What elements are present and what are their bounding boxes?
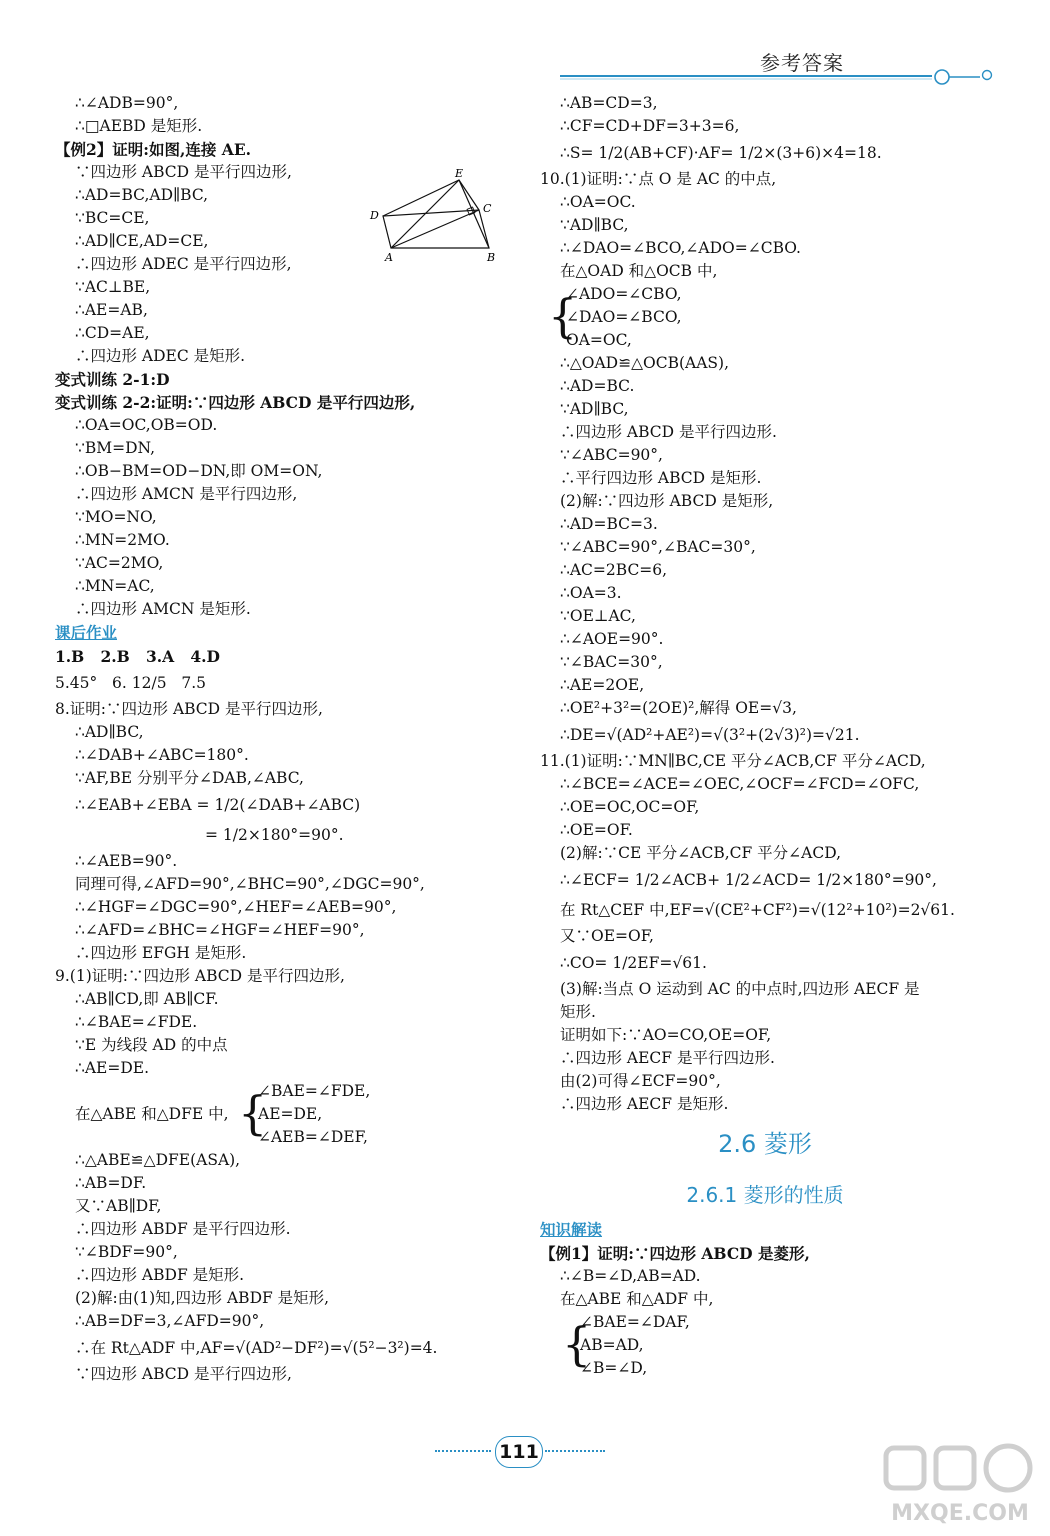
text-line: ∴OE²+3²=(2OE)²,解得 OE=√3, bbox=[560, 699, 797, 717]
text-line: ∴∠AFD=∠BHC=∠HGF=∠HEF=90°, bbox=[75, 921, 365, 939]
text-line: ∴DE=√(AD²+AE²)=√(3²+(2√3)²)=√21. bbox=[560, 726, 860, 744]
text-line: ∴OE=OC,OC=OF, bbox=[560, 798, 700, 816]
text-line: ∴AE=DE. bbox=[75, 1059, 150, 1077]
text-line: ∴AB=DF=3,∠AFD=90°, bbox=[75, 1312, 265, 1330]
text-line: ∴S= 1/2(AB+CF)·AF= 1/2×(3+6)×4=18. bbox=[560, 144, 882, 162]
text-line: ∵AD∥BC, bbox=[560, 400, 629, 418]
text-line: ∠BAE=∠DAF, bbox=[580, 1313, 690, 1331]
text-line: ∠ADO=∠CBO, bbox=[566, 285, 682, 303]
text-line: 8.证明:∵四边形 ABCD 是平行四边形, bbox=[55, 700, 323, 718]
answer-line: 5.45° 6. 12/5 7.5 bbox=[55, 674, 206, 692]
text-line: ∵MO=NO, bbox=[75, 508, 157, 526]
section-title: 2.6 菱形 bbox=[718, 1130, 812, 1158]
brace-group bbox=[540, 283, 990, 352]
text-line: ∵E 为线段 AD 的中点 bbox=[75, 1036, 228, 1054]
brace-symbol: { bbox=[238, 1086, 268, 1140]
text-line: ∵OE⊥AC, bbox=[560, 607, 636, 625]
text-line: (3)解:当点 O 运动到 AC 的中点时,四边形 AECF 是 bbox=[560, 980, 920, 998]
text-line: AE=DE, bbox=[258, 1105, 323, 1123]
answer-line: 1.B 2.B 3.A 4.D bbox=[55, 647, 220, 666]
text-line: 11.(1)证明:∵MN∥BC,CE 平分∠ACB,CF 平分∠ACD, bbox=[540, 752, 926, 770]
subsection-title: 2.6.1 菱形的性质 bbox=[686, 1183, 844, 1207]
text-line: ∴AB=DF. bbox=[75, 1174, 147, 1192]
text-line: ∴AE=AB, bbox=[75, 301, 148, 319]
text-line: AB=AD, bbox=[580, 1336, 644, 1354]
text-line: ∵BC=CE, bbox=[75, 209, 150, 227]
text-line: ∵BM=DN, bbox=[75, 439, 156, 457]
text-line: (2)解:∵CE 平分∠ACB,CF 平分∠ACD, bbox=[560, 844, 842, 862]
text-line: ∠AEB=∠DEF, bbox=[258, 1128, 368, 1146]
label-a: A bbox=[385, 251, 393, 264]
text-line: ∴AC=2BC=6, bbox=[560, 561, 668, 579]
text-line: ∴∠B=∠D,AB=AD. bbox=[560, 1267, 701, 1285]
text-line: ∴四边形 AECF 是平行四边形. bbox=[560, 1049, 775, 1067]
text-line: ∴四边形 ADEC 是平行四边形, bbox=[75, 255, 292, 273]
text-line: OA=OC, bbox=[566, 331, 632, 349]
watermark-glyphs bbox=[886, 1446, 1030, 1490]
text-line: ∵AC=2MO, bbox=[75, 554, 164, 572]
text-line: (2)解:由(1)知,四边形 ABDF 是矩形, bbox=[75, 1289, 330, 1307]
text-line: ∴四边形 AMCN 是平行四边形, bbox=[75, 485, 298, 503]
text-line: ∴□AEBD 是矩形. bbox=[75, 117, 203, 135]
right-column bbox=[540, 92, 990, 1380]
exercise-heading: 变式训练 2-2:证明:∵四边形 ABCD 是平行四边形, bbox=[55, 393, 416, 412]
text-line: 在 Rt△CEF 中,EF=√(CE²+CF²)=√(12²+10²)=2√61. bbox=[560, 901, 955, 919]
text-line: ∴∠BAE=∠FDE. bbox=[75, 1013, 198, 1031]
text-line: ∵AC⊥BE, bbox=[75, 278, 151, 296]
text-line: ∴AE=2OE, bbox=[560, 676, 645, 694]
text-line: ∴OE=OF. bbox=[560, 821, 633, 839]
exercise-heading: 变式训练 2-1:D bbox=[55, 370, 170, 389]
text-line: ∴CD=AE, bbox=[75, 324, 150, 342]
text-line: 9.(1)证明:∵四边形 ABCD 是平行四边形, bbox=[55, 967, 345, 985]
text-line: ∴四边形 ADEC 是矩形. bbox=[75, 347, 246, 365]
text-line: 在△OAD 和△OCB 中, bbox=[560, 262, 718, 280]
label-e: E bbox=[455, 168, 464, 180]
text-line: ∴∠HGF=∠DGC=90°,∠HEF=∠AEB=90°, bbox=[75, 898, 397, 916]
left-column bbox=[55, 92, 515, 1386]
label-c: C bbox=[483, 202, 492, 215]
text-line: ∴平行四边形 ABCD 是矩形. bbox=[560, 469, 762, 487]
example-heading: 【例2】证明:如图,连接 AE. bbox=[55, 140, 252, 159]
text-line: 又∵AB∥DF, bbox=[75, 1197, 162, 1215]
text-line: ∴∠AEB=90°. bbox=[75, 852, 178, 870]
header-rule bbox=[560, 66, 1000, 86]
text-line: ∵∠BDF=90°, bbox=[75, 1243, 178, 1261]
text-line: 在△ABE 和△DFE 中, bbox=[75, 1105, 229, 1123]
text-line: ∴CF=CD+DF=3+3=6, bbox=[560, 117, 740, 135]
text-line: ∵∠BAC=30°, bbox=[560, 653, 663, 671]
text-line: (2)解:∵四边形 ABCD 是矩形, bbox=[560, 492, 774, 510]
text-line: ∴AD∥CE,AD=CE, bbox=[75, 232, 209, 250]
geometry-figure bbox=[365, 168, 505, 264]
text-line: ∴四边形 ABDF 是平行四边形. bbox=[75, 1220, 291, 1238]
text-line: ∴四边形 EFGH 是矩形. bbox=[75, 944, 247, 962]
text-line: ∴∠DAO=∠BCO,∠ADO=∠CBO. bbox=[560, 239, 801, 257]
svg-text:MXQE.COM: MXQE.COM bbox=[891, 1501, 1029, 1526]
text-line: ∴四边形 ABCD 是平行四边形. bbox=[560, 423, 777, 441]
example-heading: 【例1】证明:∵四边形 ABCD 是菱形, bbox=[540, 1244, 810, 1263]
brace-group bbox=[540, 1311, 990, 1380]
text-line: ∴∠EAB+∠EBA = 1/2(∠DAB+∠ABC) bbox=[75, 796, 361, 814]
text-line: ∴在 Rt△ADF 中,AF=√(AD²−DF²)=√(5²−3²)=4. bbox=[75, 1339, 438, 1357]
text-line: ∵四边形 ABCD 是平行四边形, bbox=[75, 1365, 292, 1383]
page-footer bbox=[435, 1432, 615, 1472]
text-line: ∴四边形 AMCN 是矩形. bbox=[75, 600, 251, 618]
text-line: ∴∠ADB=90°, bbox=[75, 94, 179, 112]
text-line: ∴∠DAB+∠ABC=180°. bbox=[75, 746, 249, 764]
page-header bbox=[0, 0, 1050, 95]
text-line: ∴四边形 ABDF 是矩形. bbox=[75, 1266, 245, 1284]
text-line: 同理可得,∠AFD=90°,∠BHC=90°,∠DGC=90°, bbox=[75, 875, 425, 893]
label-d: D bbox=[370, 209, 379, 222]
section-label-knowledge: 知识解读 bbox=[540, 1220, 603, 1239]
text-line: 由(2)可得∠ECF=90°, bbox=[560, 1072, 721, 1090]
text-line: ∴AB∥CD,即 AB∥CF. bbox=[75, 990, 219, 1008]
text-line: ∴AD=BC=3. bbox=[560, 515, 658, 533]
text-line: ∴AD=BC,AD∥BC, bbox=[75, 186, 209, 204]
footer-dots-right bbox=[545, 1450, 605, 1452]
text-line: ∵AD∥BC, bbox=[560, 216, 629, 234]
text-line: ∴OA=OC. bbox=[560, 193, 636, 211]
text-line: ∴AD∥BC, bbox=[75, 723, 144, 741]
text-line: ∵四边形 ABCD 是平行四边形, bbox=[75, 163, 292, 181]
text-line: ∴MN=AC, bbox=[75, 577, 155, 595]
segment-ac bbox=[391, 210, 479, 248]
footer-dots-left bbox=[435, 1450, 491, 1452]
text-line: ∴MN=2MO. bbox=[75, 531, 170, 549]
text-line: ∴OA=OC,OB=OD. bbox=[75, 416, 218, 434]
text-line: ∠DAO=∠BCO, bbox=[566, 308, 682, 326]
text-line: ∠B=∠D, bbox=[580, 1359, 648, 1377]
text-line: ∴AD=BC. bbox=[560, 377, 635, 395]
section-label-homework: 课后作业 bbox=[55, 623, 118, 642]
label-b: B bbox=[487, 251, 496, 264]
text-line: ∴CO= 1/2EF=√61. bbox=[560, 954, 707, 972]
text-line: ∵∠ABC=90°,∠BAC=30°, bbox=[560, 538, 756, 556]
brace-symbol: { bbox=[562, 1317, 592, 1371]
text-line: = 1/2×180°=90°. bbox=[205, 826, 344, 844]
brace-group bbox=[55, 1080, 515, 1149]
text-line: ∴∠BCE=∠ACE=∠OEC,∠OCF=∠FCD=∠OFC, bbox=[560, 775, 920, 793]
text-line: ∴△ABE≌△DFE(ASA), bbox=[75, 1151, 241, 1169]
header-title: 参考答案 bbox=[760, 51, 844, 75]
text-line: 证明如下:∵AO=CO,OE=OF, bbox=[560, 1026, 772, 1044]
text-line: ∴∠ECF= 1/2∠ACB+ 1/2∠ACD= 1/2×180°=90°, bbox=[560, 871, 937, 889]
text-line: ∴AB=CD=3, bbox=[560, 94, 658, 112]
page-number: 111 bbox=[495, 1436, 543, 1468]
text-line: ∠BAE=∠FDE, bbox=[258, 1082, 371, 1100]
watermark-logo bbox=[880, 1440, 1040, 1530]
text-line: ∴四边形 AECF 是矩形. bbox=[560, 1095, 729, 1113]
text-line: 10.(1)证明:∵点 O 是 AC 的中点, bbox=[540, 170, 777, 188]
text-line: ∴∠AOE=90°. bbox=[560, 630, 664, 648]
text-line: 又∵OE=OF, bbox=[560, 927, 654, 945]
text-line: ∵∠ABC=90°, bbox=[560, 446, 663, 464]
brace-symbol: { bbox=[548, 289, 578, 343]
text-line: 矩形. bbox=[560, 1003, 596, 1021]
text-line: 在△ABE 和△ADF 中, bbox=[560, 1290, 714, 1308]
text-line: ∴OA=3. bbox=[560, 584, 622, 602]
segment-ae bbox=[391, 180, 459, 248]
text-line: ∴OB−BM=OD−DN,即 OM=ON, bbox=[75, 462, 323, 480]
text-line: ∵AF,BE 分别平分∠DAB,∠ABC, bbox=[75, 769, 304, 787]
text-line: ∴△OAD≌△OCB(AAS), bbox=[560, 354, 730, 372]
